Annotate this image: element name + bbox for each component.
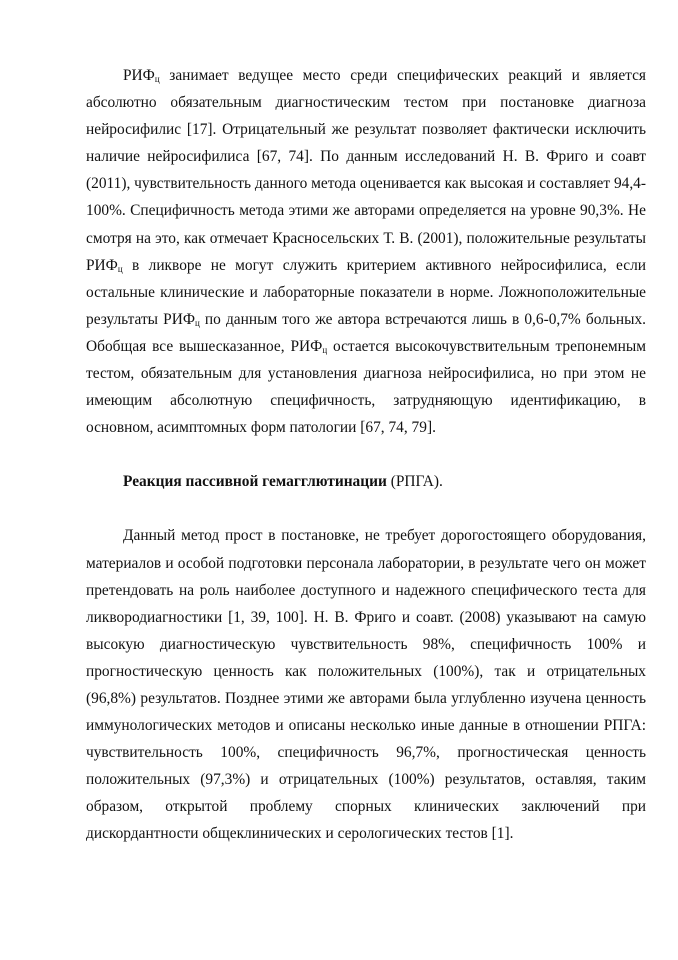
paragraph-text: занимает ведущее место среди специфических реакций и является абсолютно обязательным диагностическим тестом при постановке диагноза нейросифилис [17]. Отрицательный же результат позволяет фактически исключить наличие нейросифилиса [67, 74]. По данным исследований Н. В. Фриго и соавт (2011), чувствительность данного метода оценивается как высокая и составляет 94,4-100%. Специфичность метода этими же авторами определяется на уровне 90,3%. Не смотря на это, как отмечает Красносельских Т. В. (2001), положительные результаты — [86, 67, 647, 247]
paragraph-rpga: Данный метод прост в постановке, не требует дорогостоящего оборудования, материалов и особой подготовки персонала лаборатории, в результате чего он может претендовать на роль наиболее доступного и надежного специфического теста для ликвородиагностики [1, 39, 100]. Н. В. Фриго и соавт. (2008) указывают на самую высокую диагностическую чувствительность 98%, специфичность 100% и прогностическую ценность как положительных (100%), так и отрицательных (96,8%) результатов. Позднее этими же авторами была углубленно изучена ценность иммунологических методов и описаны несколько иные данные в отношении РПГА: чувствительность 100%, специфичность 96,7%, прогностическая ценность положительных (97,3%) и отрицательных (100%) результатов, оставляя, таким образом, открытой проблему спорных клинических заключений при дискордантности общеклинических и серологических тестов [1]. — [86, 527, 646, 843]
paragraph-text: в ликворе не могут служить критерием активного нейросифилиса, если остальные клинические и лабораторные показатели в норме. Ложноположительные результаты — [86, 256, 646, 328]
rif-term: РИФ — [290, 337, 323, 355]
section-heading-bold: Реакция пассивной гемагглютинации — [123, 473, 387, 491]
paragraph-rif — [86, 62, 646, 441]
document-page — [86, 62, 646, 848]
rif-subscript: ц — [322, 344, 328, 355]
rif-term: РИФ — [123, 67, 155, 84]
rif-subscript: ц — [154, 74, 160, 84]
section-heading-rpga — [86, 468, 646, 495]
rif-term: РИФ — [86, 256, 118, 274]
rif-term: РИФ — [163, 310, 195, 328]
paragraph-text: по данным того же автора встречаются лишь в 0,6-0,7% больных. Обобщая все вышесказанное, — [86, 310, 646, 355]
rif-subscript: ц — [194, 317, 200, 328]
section-heading-rest: (РПГА). — [386, 473, 443, 491]
rif-subscript: ц — [117, 263, 123, 274]
paragraph-text: остается высокочувствительным трепонемным тестом, обязательным для установления диагноза нейросифилиса, но при этом не имеющим абсолютную специфичность, затрудняющую идентификацию, в основном, асимптомных форм патологии [67, 74, 79]. — [86, 337, 646, 437]
